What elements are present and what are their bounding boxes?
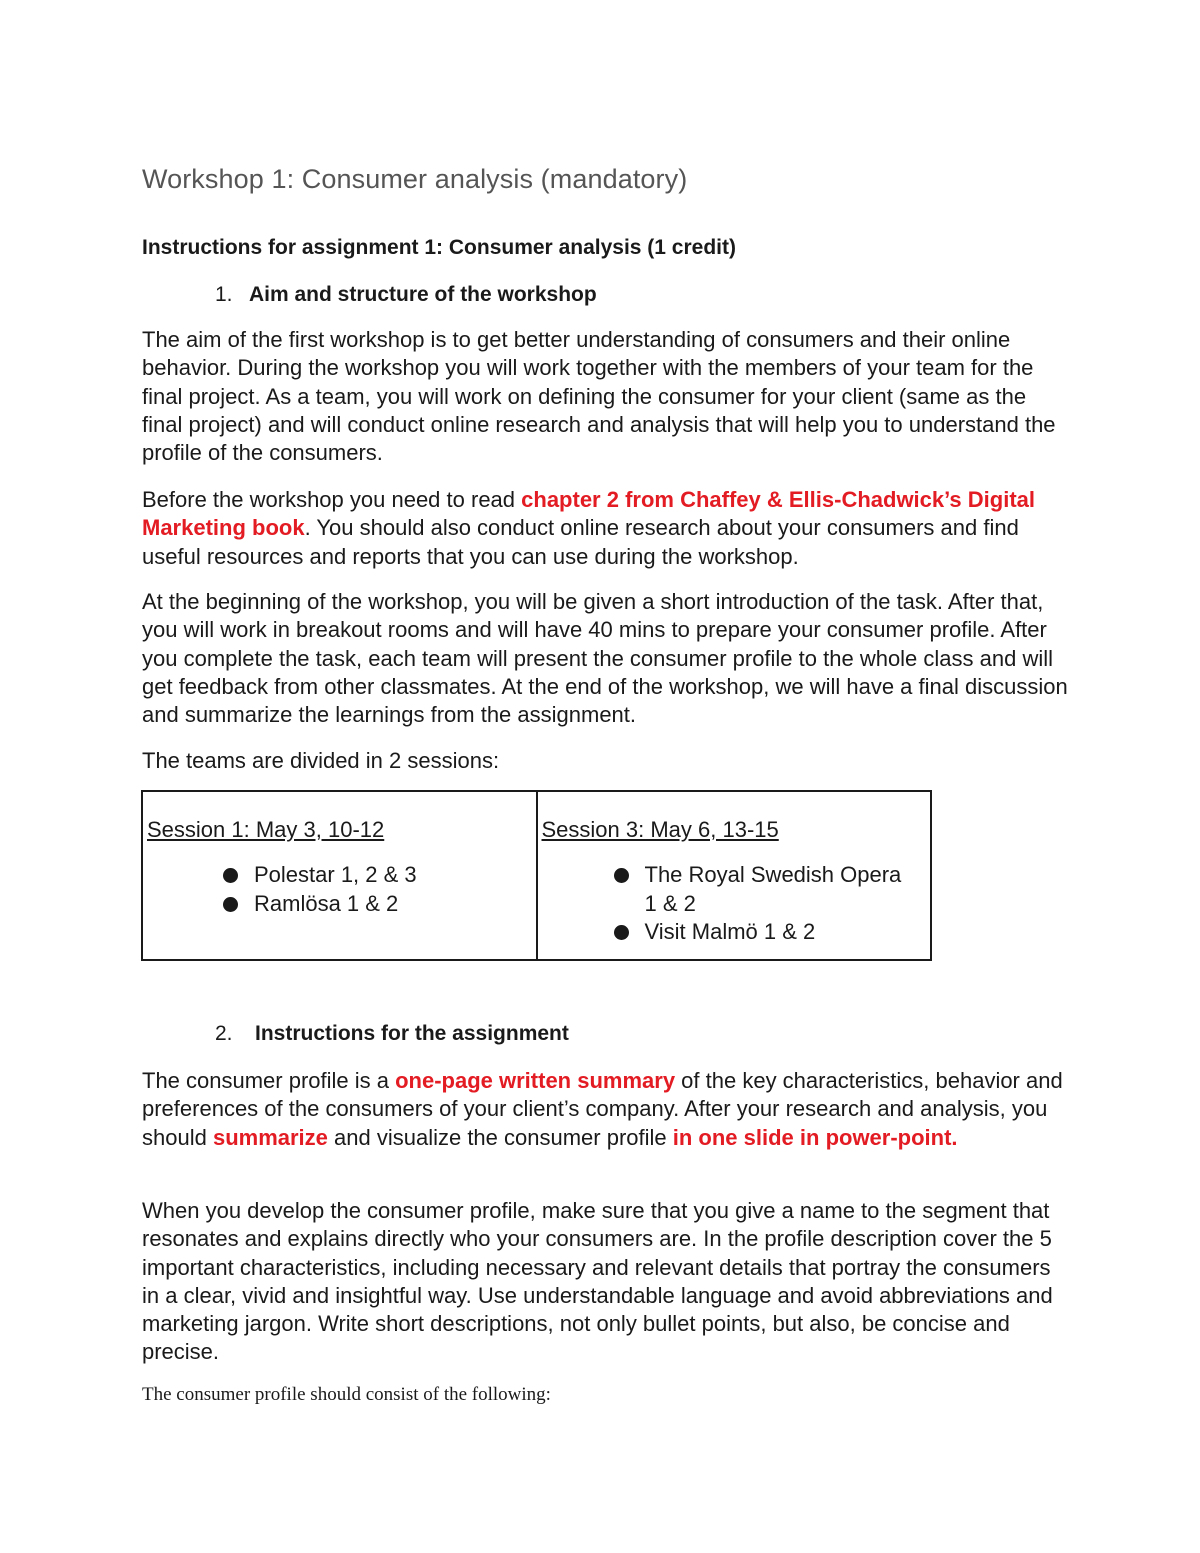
paragraph-before-workshop — [142, 486, 1072, 571]
session-title: Session 1: May 3, 10-12 — [147, 817, 385, 842]
highlighted-text: in one slide in power-point. — [672, 1124, 958, 1150]
team-name: Visit Malmö 1 & 2 — [644, 918, 816, 944]
highlighted-text: summarize — [212, 1124, 328, 1150]
assignment-subtitle: Instructions for assignment 1: Consumer analysis (1 credit) — [142, 236, 736, 259]
paragraph-consumer-profile — [142, 1067, 1072, 1152]
section-number: 2. — [215, 1022, 233, 1045]
list-item — [542, 918, 915, 946]
paragraph-beginning: At the beginning of the workshop, you will be given a short introduction of the task. After that, you will work in breakout rooms and will have 40 mins to prepare your consumer profile. After you complete the task, each team will present the consumer profile to the whole class and will get feedback from other classmates. At the end of the workshop, we will have a final discussion and summarize the learnings from the assignment. — [142, 589, 1068, 728]
list-item — [147, 890, 536, 918]
bullet-icon — [614, 925, 629, 940]
team-list — [542, 861, 931, 946]
paragraph-consist: The consumer profile should consist of the following: — [142, 1384, 551, 1405]
session-cell — [142, 791, 537, 960]
section-heading-text: Aim and structure of the workshop — [249, 283, 597, 306]
paragraph-aim: The aim of the first workshop is to get better understanding of consumers and their online behavior. During the workshop you will work together with the members of your team for the final project. As a team, you will work on defining the consumer for your client (same as the final project) and will conduct online research and analysis that will help you to understand the profile of the consumers. — [142, 327, 1056, 466]
section-heading-instructions — [215, 1022, 569, 1046]
session-cell — [537, 791, 932, 960]
section-heading-aim — [215, 283, 597, 307]
list-item — [147, 861, 536, 889]
team-name: Ramlösa 1 & 2 — [254, 890, 399, 916]
team-list — [147, 861, 536, 918]
text-run: and visualize the consumer profile — [327, 1124, 673, 1150]
text-run: Before the workshop you need to read — [142, 487, 522, 512]
table-row — [142, 791, 931, 960]
list-item — [542, 861, 915, 918]
section-number: 1. — [215, 283, 233, 306]
paragraph-develop-profile: When you develop the consumer profile, make sure that you give a name to the segment that resonates and explains directly who your consumers are. In the profile description cover the 5 important characteristics, including necessary and relevant details that portray the consumers in a clear, vivid and insightful way. Use understandable language and avoid abbreviations and marketing jargon. Write short descriptions, not only bullet points, but also, be concise and precise. — [142, 1198, 1053, 1365]
bullet-icon — [223, 897, 238, 912]
paragraph-teams: The teams are divided in 2 sessions: — [142, 748, 500, 773]
text-run: . You should also conduct online research about your consumers and find useful resources and reports that you can use during the workshop. — [142, 515, 1019, 569]
team-name: The Royal Swedish Opera 1 & 2 — [644, 862, 902, 916]
session-title: Session 3: May 6, 13-15 — [541, 817, 779, 842]
section-heading-text: Instructions for the assignment — [255, 1022, 569, 1045]
bullet-icon — [614, 868, 629, 883]
text-run: The consumer profile is a — [142, 1068, 396, 1093]
team-name: Polestar 1, 2 & 3 — [254, 862, 417, 888]
highlighted-text: one-page written summary — [395, 1068, 676, 1093]
sessions-table — [141, 790, 932, 961]
highlighted-reading: chapter 2 from Chaffey & Ellis-Chadwick’s Digital Marketing book — [142, 487, 1036, 541]
text-run: of the key characteristics, behavior and preferences of the consumers of your client’s company. After your research and analysis, you should — [142, 1068, 1063, 1150]
bullet-icon — [223, 868, 238, 883]
document-title: Workshop 1: Consumer analysis (mandatory) — [142, 164, 688, 194]
